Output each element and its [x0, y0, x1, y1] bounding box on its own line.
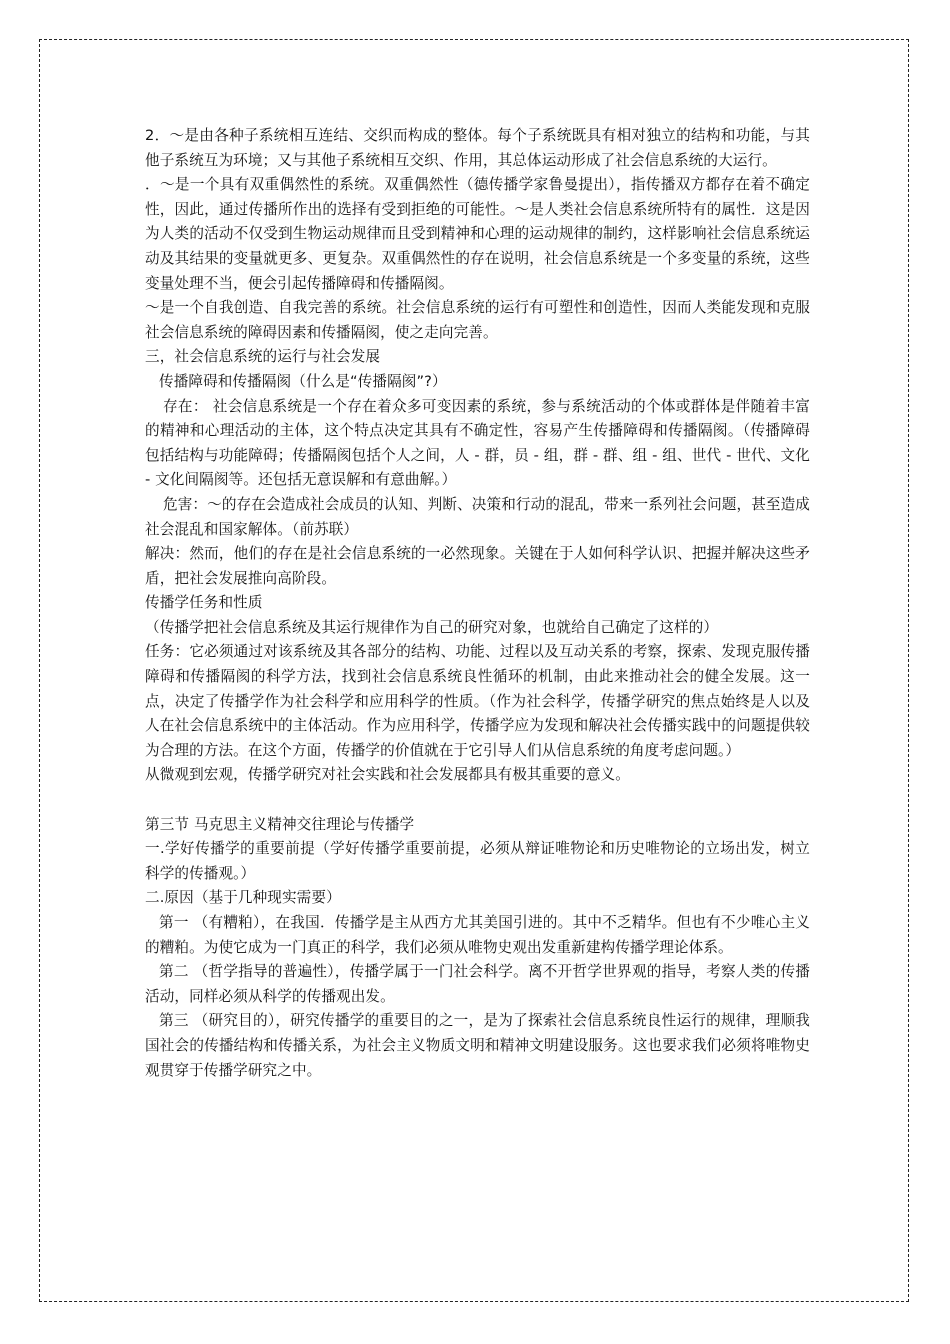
paragraph-self-creation: ～是一个自我创造、自我完善的系统。社会信息系统的运行有可塑性和创造性，因而人类能发现和克服社会信息系统的障碍因素和传播隔阂，使之走向完善。 — [145, 299, 810, 341]
paragraph-reason-third: 第三 （研究目的），研究传播学的重要目的之一，是为了探索社会信息系统良性运行的规律，理顺我国社会的传播结构和传播关系，为社会主义物质文明和精神文明建设服务。这也要求我们必须将唯物史观贯穿于传播学研究之中。 — [145, 1012, 810, 1079]
paragraph-significance: 从微观到宏观，传播学研究对社会实践和社会发展都具有极其重要的意义。 — [145, 766, 630, 784]
spacer — [145, 788, 810, 813]
paragraph-existence: 存在： 社会信息系统是一个存在着众多可变因素的系统，参与系统活动的个体或群体是伴随着丰富的精神和心理活动的主体，这个特点决定其具有不确定性，容易产生传播障碍和传播隔阂。（传播障碍包括结构与功能障碍；传播隔阂包括个人之间，人 - 群，员 - 组，群 - 群、组 - 组、世代 - 世代、文化 - 文化间隔阂等。还包括无意误解和有意曲解。） — [145, 397, 810, 489]
paragraph-double-contingency: ．～是一个具有双重偶然性的系统。双重偶然性（德传播学家鲁曼提出），指传播双方都存在着不确定性，因此，通过传播所作出的选择有受到拒绝的可能性。～是人类社会信息系统所特有的属性．这是因为人类的活动不仅受到生物运动规律而且受到精神和心理的运动规律的制约，这样影响社会信息系统运动及其结果的变量就更多、更复杂。双重偶然性的存在说明，社会信息系统是一个多变量的系统，这些变量处理不当，便会引起传播障碍和传播隔阂。 — [145, 176, 810, 292]
paragraph-harm: 危害：～的存在会造成社会成员的认知、判断、决策和行动的混乱，带来一系列社会问题，甚至造成社会混乱和国家解体。（前苏联） — [145, 495, 810, 538]
paragraph-reason-second: 第二 （哲学指导的普遍性），传播学属于一门社会科学。离不开哲学世界观的指导，考察人类的传播活动，同样必须从科学的传播观出发。 — [145, 963, 810, 1005]
paragraph-subsystems: 2．～是由各种子系统相互连结、交织而构成的整体。每个子系统既具有相对独立的结构和功能，与其他子系统互为环境；又与其他子系统相互交织、作用，其总体运动形成了社会信息系统的大运行。 — [145, 127, 810, 169]
paragraph-premise: 一.学好传播学的重要前提（学好传播学重要前提，必须从辩证唯物论和历史唯物论的立场出发，树立科学的传播观。） — [145, 840, 810, 882]
paragraph-reasons-heading: 二.原因（基于几种现实需要） — [145, 889, 341, 907]
paragraph-reason-first: 第一 （有糟粕），在我国．传播学是主从西方尤其美国引进的。其中不乏精华。但也有不少唯心主义的糟粕。为使它成为一门真正的科学，我们必须从唯物史观出发重新建构传播学理论体系。 — [145, 914, 810, 956]
subheading-barriers: 传播障碍和传播隔阂（什么是“传播隔阂”?） — [159, 372, 447, 390]
section-heading-marxism: 第三节 马克思主义精神交往理论与传播学 — [145, 815, 415, 833]
subheading-task-nature: 传播学任务和性质 — [145, 594, 263, 612]
document-body — [145, 124, 810, 1083]
paragraph-task: 任务：它必须通过对该系统及其各部分的结构、功能、过程以及互动关系的考察，探索、发现克服传播障碍和传播隔阂的科学方法，找到社会信息系统良性循环的机制，由此来推动社会的健全发展。这一点，决定了传播学作为社会科学和应用科学的性质。（作为社会科学，传播学研究的焦点始终是人以及人在社会信息系统中的主体活动。作为应用科学，传播学应为发现和解决社会传播实践中的问题提供较为合理的方法。在这个方面，传播学的价值就在于它引导人们从信息系统的角度考虑问题。） — [145, 643, 810, 759]
section-heading-operation: 三，社会信息系统的运行与社会发展 — [145, 348, 381, 366]
paragraph-research-object: （传播学把社会信息系统及其运行规律作为自己的研究对象，也就给自己确定了这样的） — [145, 618, 719, 636]
paragraph-solution: 解决：然而，他们的存在是社会信息系统的一必然现象。关键在于人如何科学认识、把握并解决这些矛盾，把社会发展推向高阶段。 — [145, 545, 810, 587]
